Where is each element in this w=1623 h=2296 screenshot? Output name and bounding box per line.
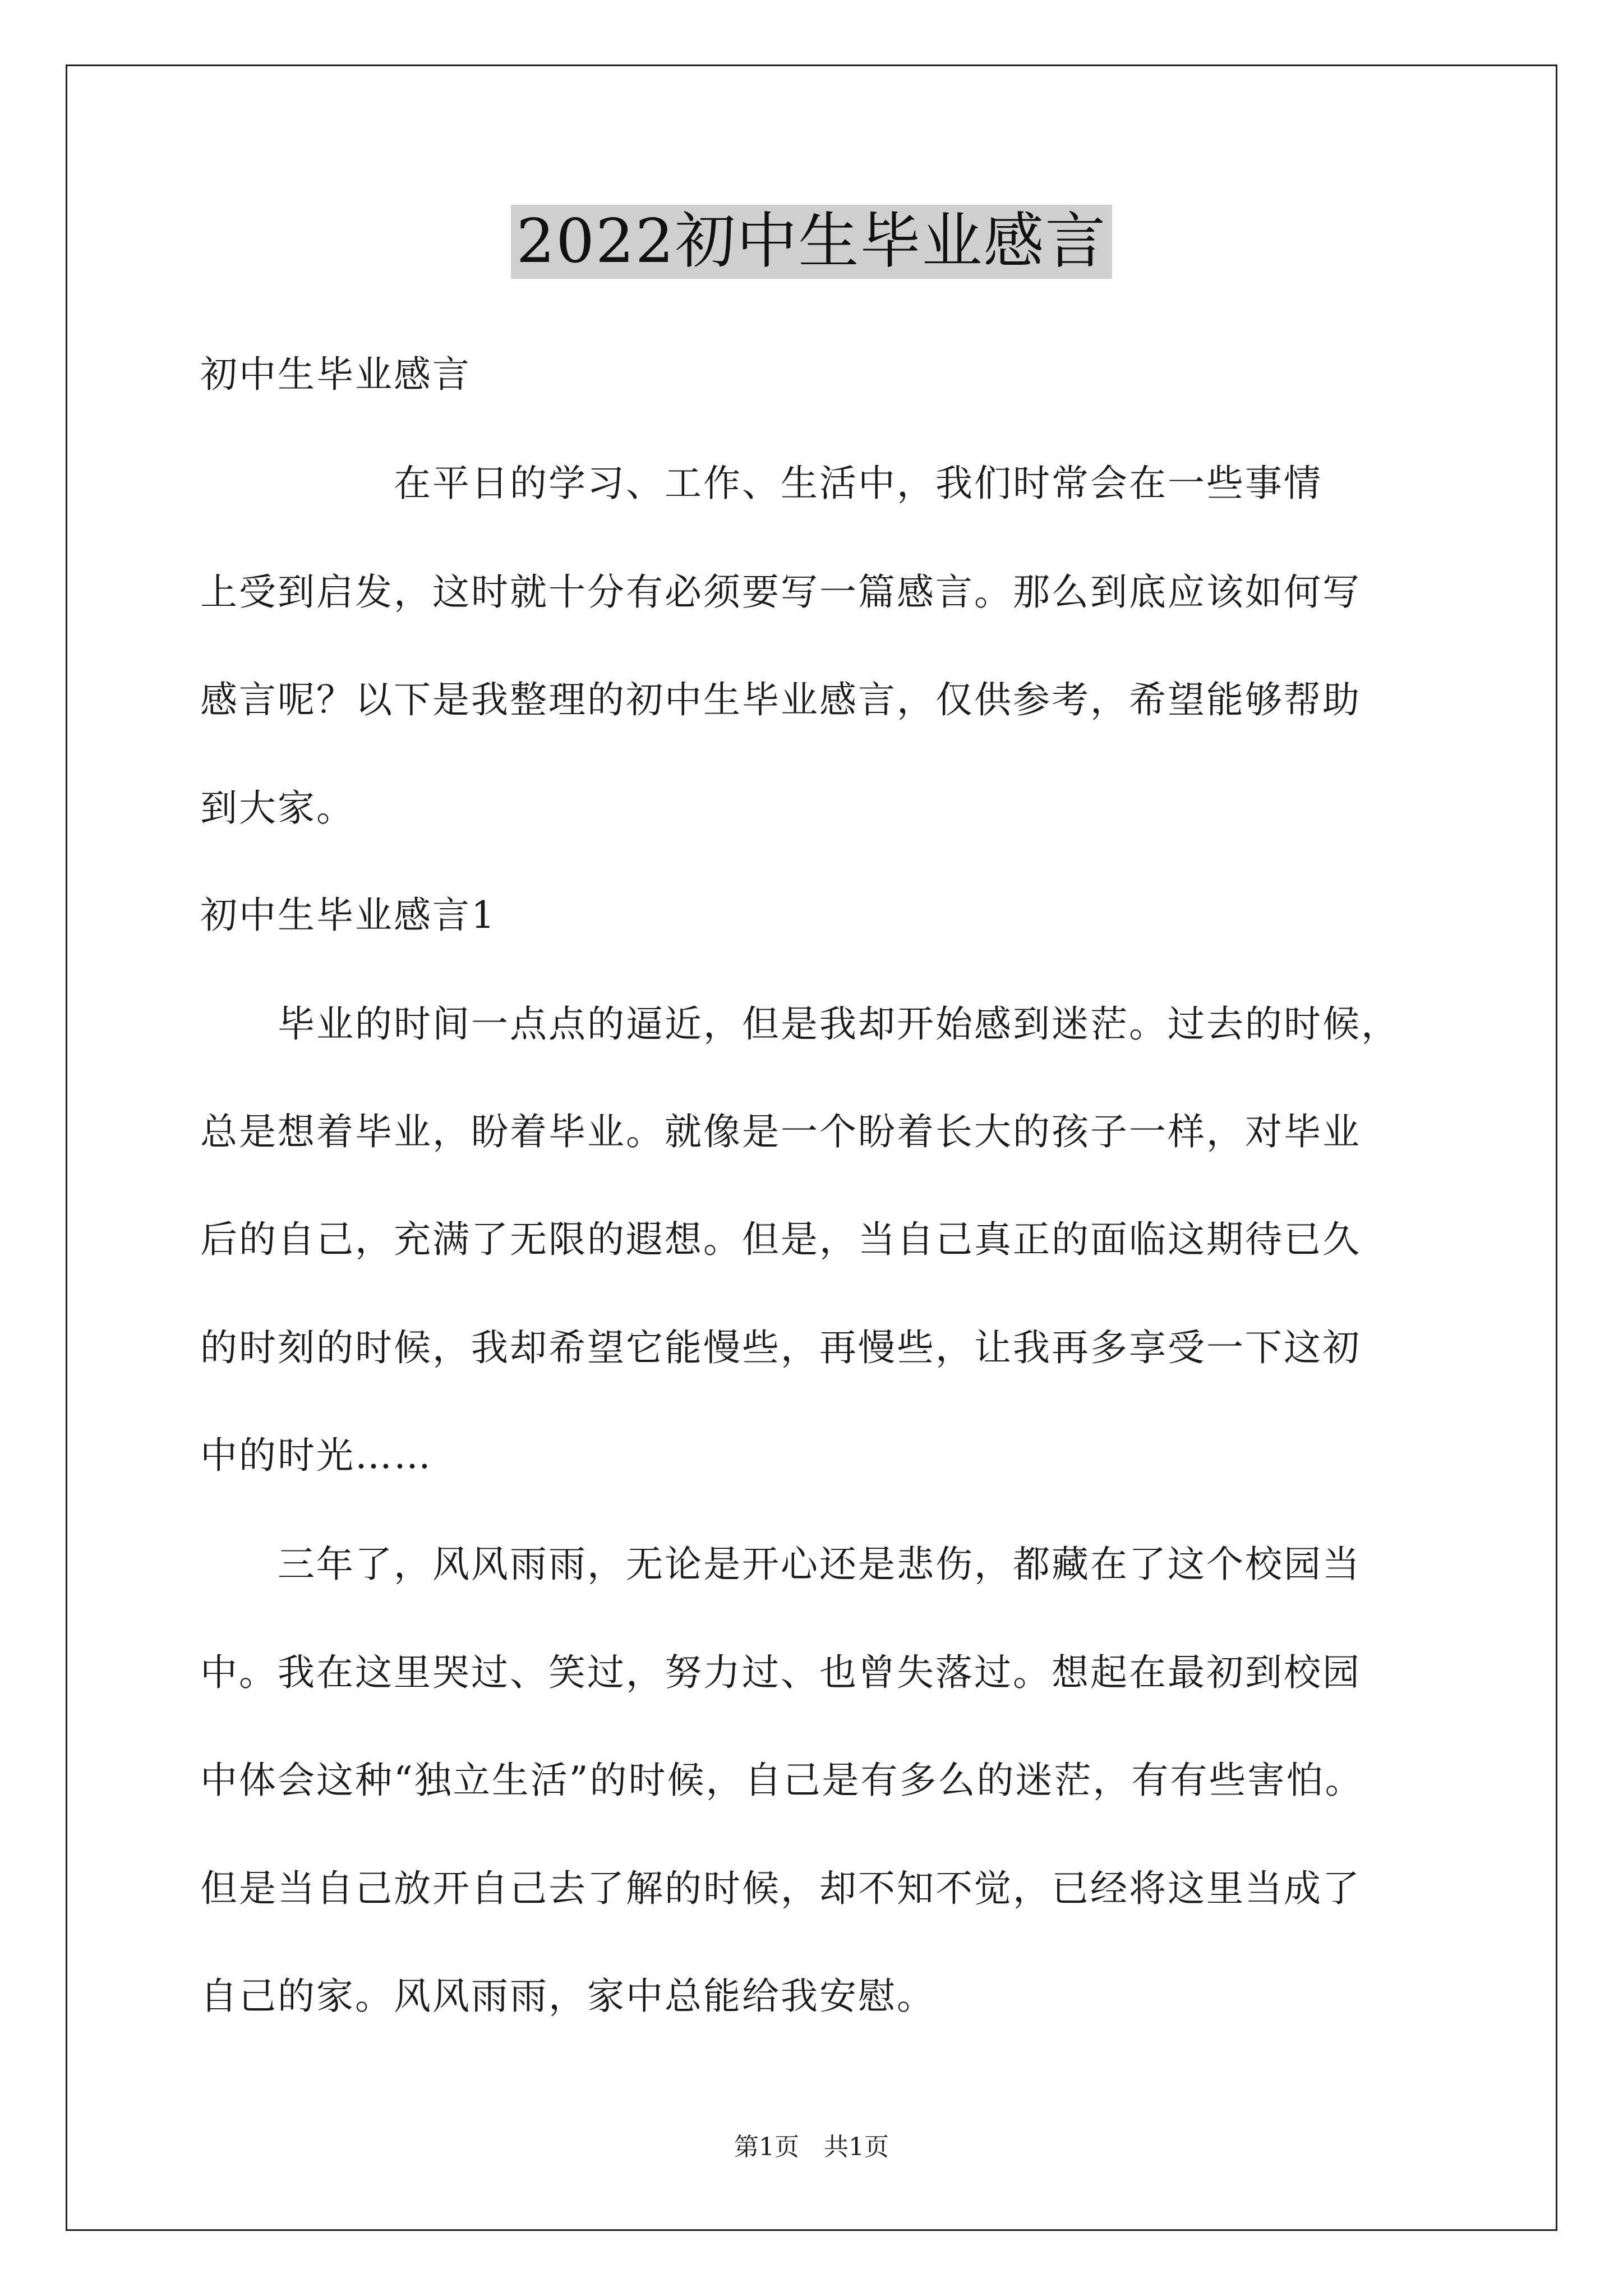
paragraph-line: 中。我在这里哭过、笑过，努力过、也曾失落过。想起在最初到校园 [200,1651,1361,1694]
heading-intro: 初中生毕业感言 [200,353,471,396]
paragraph-line: 自己的家。风风雨雨，家中总能给我安慰。 [200,1975,935,2018]
paragraph-line: 总是想着毕业，盼着毕业。就像是一个盼着长大的孩子一样，对毕业 [200,1110,1361,1153]
paragraph-line: 中的时光…… [200,1434,432,1477]
paragraph-line: 感言呢？以下是我整理的初中生毕业感言，仅供参考，希望能够帮助 [200,678,1361,721]
paragraph-line: 三年了，风风雨雨，无论是开心还是悲伤，都藏在了这个校园当 [200,1543,1361,1586]
paragraph-line: 的时刻的时候，我却希望它能慢些，再慢些，让我再多享受一下这初 [200,1326,1361,1369]
paragraph-line: 但是当自己放开自己去了解的时候，却不知不觉，已经将这里当成了 [200,1867,1361,1910]
paragraph-line: 在平日的学习、工作、生活中，我们时常会在一些事情 [200,462,1322,505]
section-heading: 初中生毕业感言1 [200,894,496,937]
paragraph-line: 到大家。 [200,786,355,830]
document-title: 2022初中生毕业感言 [511,205,1113,279]
paragraph-line: 毕业的时间一点点的逼近，但是我却开始感到迷茫。过去的时候， [200,1002,1400,1046]
page-footer: 第1页 共1页 [734,2133,889,2161]
paragraph-line: 后的自己，充满了无限的遐想。但是，当自己真正的面临这期待已久 [200,1218,1361,1261]
paragraph-line: 上受到启发，这时就十分有必须要写一篇感言。那么到底应该如何写 [200,570,1361,614]
paragraph-line: 中体会这种“独立生活”的时候，自己是有多么的迷茫，有有些害怕。 [200,1759,1364,1802]
title-container [0,205,1623,279]
